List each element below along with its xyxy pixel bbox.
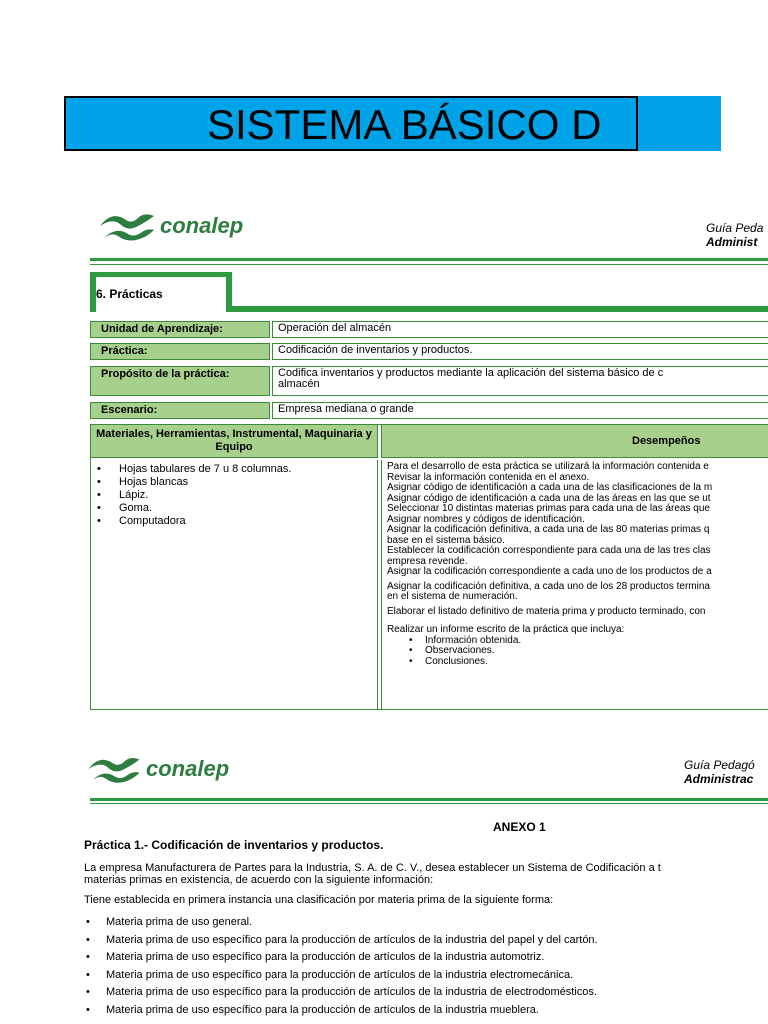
field-label: Práctica:	[90, 343, 270, 360]
field-label: Escenario:	[90, 402, 270, 419]
field-value-line-2: almacén	[278, 378, 320, 390]
conalep-logo-2	[84, 752, 229, 786]
perf-line: Asignar la codificación definitiva, a cada una de las 80 materias primas q	[387, 524, 710, 535]
perf-line: Revisar la información contenida en el anexo.	[387, 471, 590, 483]
section-title: 6. Prácticas	[96, 287, 163, 301]
practice-bold: Práctica 1.-	[84, 838, 149, 852]
conalep-emblem-icon	[96, 208, 158, 244]
perf-line: Asignar la codificación correspondiente a cada uno de los productos de a	[387, 566, 712, 577]
list-item: • Materia prima de uso específico para la producción de artículos de la industria automotriz.	[84, 949, 598, 967]
perf-line: Seleccionar 10 distintas materias primas para cada una de las áreas que	[387, 503, 710, 514]
page-title: SISTEMA BÁSICO D	[207, 101, 602, 148]
list-item: • Hojas tabulares de 7 u 8 columnas.	[119, 463, 377, 476]
materials-list	[91, 463, 377, 528]
performance-header: Desempeños	[381, 425, 768, 458]
field-value: Empresa mediana o grande	[272, 402, 768, 419]
guide-line-2: Administ	[706, 235, 758, 249]
practice-heading	[84, 838, 383, 852]
performance-cell	[381, 460, 768, 709]
header-rule-2	[90, 798, 768, 801]
section-tab-top	[90, 272, 232, 277]
perf-line: Asignar la codificación definitiva, a cada uno de los 28 productos termina	[387, 580, 710, 592]
header-rule-thin-2	[90, 803, 768, 804]
list-item: • Materia prima de uso específico para la producción de artículos de la industria electromecánica.	[84, 967, 598, 985]
list-item: • Materia prima de uso general.	[84, 914, 598, 932]
header-rule	[90, 258, 768, 261]
field-label: Unidad de Aprendizaje:	[90, 321, 270, 338]
paragraph-line: materias primas en existencia, de acuerdo con la siguiente información:	[84, 874, 434, 886]
field-value: Operación del almacén	[272, 321, 768, 338]
logo-word: conalep	[146, 756, 230, 781]
perf-line: Asignar código de identificación a cada una de las áreas en las que se ut	[387, 492, 711, 504]
conalep-logo	[96, 208, 243, 244]
field-practica	[90, 343, 768, 360]
annex-paragraph-1	[84, 862, 661, 886]
field-unidad	[90, 321, 768, 338]
report-items	[387, 636, 768, 668]
guide-line-1: Guía Peda	[706, 221, 764, 235]
list-item: • Materia prima de uso específico para la producción de artículos de la industria mueblera.	[84, 1002, 598, 1020]
perf-line: Para el desarrollo de esta práctica se utilizará la información contenida e	[387, 461, 709, 472]
guide-line-1: Guía Pedagó	[684, 758, 755, 772]
perf-line: base en el sistema básico.	[387, 534, 505, 546]
list-item: • Materia prima de uso específico para la producción de artículos de la industria del papel y del cartón.	[84, 932, 598, 950]
materials-header: Materiales, Herramientas, Instrumental, Maquinaria y Equipo	[91, 425, 378, 458]
list-item: • Hojas blancas	[119, 476, 377, 489]
field-value-line-1: Codifica inventarios y productos mediante la aplicación del sistema básico de c	[278, 367, 664, 379]
logo-word: conalep	[160, 213, 244, 238]
list-item: • Materia prima de uso específico para la producción de artículos de la industria de electrodomésticos.	[84, 984, 598, 1002]
field-label: Propósito de la práctica:	[90, 366, 270, 396]
practice-table	[90, 424, 768, 710]
list-item: • Computadora	[119, 515, 377, 528]
perf-line: Elaborar el listado definitivo de materia prima y producto terminado, con	[387, 605, 706, 617]
list-item: • Conclusiones.	[425, 657, 768, 668]
field-proposito	[90, 366, 768, 396]
perf-line: en el sistema de numeración.	[387, 591, 518, 602]
header-rule-thin	[90, 264, 768, 265]
paragraph-line: La empresa Manufacturera de Partes para la Industria, S. A. de C. V., desea establecer un Sistema de Codificación a t	[84, 862, 661, 874]
list-item: • Información obtenida.	[425, 636, 768, 647]
annex-title: ANEXO 1	[493, 820, 546, 834]
perf-line: Asignar nombres y códigos de identificación.	[387, 513, 585, 525]
practice-rest: Codificación de inventarios y productos.	[148, 838, 384, 852]
guide-header-2	[684, 758, 755, 786]
guide-header	[706, 221, 763, 249]
report-intro: Realizar un informe escrito de la práctica que incluya:	[387, 624, 625, 635]
field-value	[272, 366, 768, 396]
annex-paragraph-2: Tiene establecida en primera instancia una clasificación por materia prima de la siguiente forma:	[84, 894, 554, 906]
guide-line-2: Administrac	[684, 772, 754, 786]
perf-line: Asignar código de identificación a cada una de las clasificaciones de la m	[387, 482, 713, 493]
conalep-emblem-icon	[84, 752, 144, 786]
perf-line: Establecer la codificación correspondiente para cada una de las tres clas	[387, 545, 711, 556]
list-item: • Goma.	[119, 502, 377, 515]
list-item: • Lápiz.	[119, 489, 377, 502]
materials-cell	[91, 460, 378, 709]
annex-list	[84, 914, 598, 1020]
perf-line: empresa revende.	[387, 555, 468, 567]
list-item: • Observaciones.	[425, 646, 768, 657]
section-underline	[226, 306, 768, 312]
field-escenario	[90, 402, 768, 419]
field-value: Codificación de inventarios y productos.	[272, 343, 768, 360]
title-banner-extension	[638, 96, 721, 151]
